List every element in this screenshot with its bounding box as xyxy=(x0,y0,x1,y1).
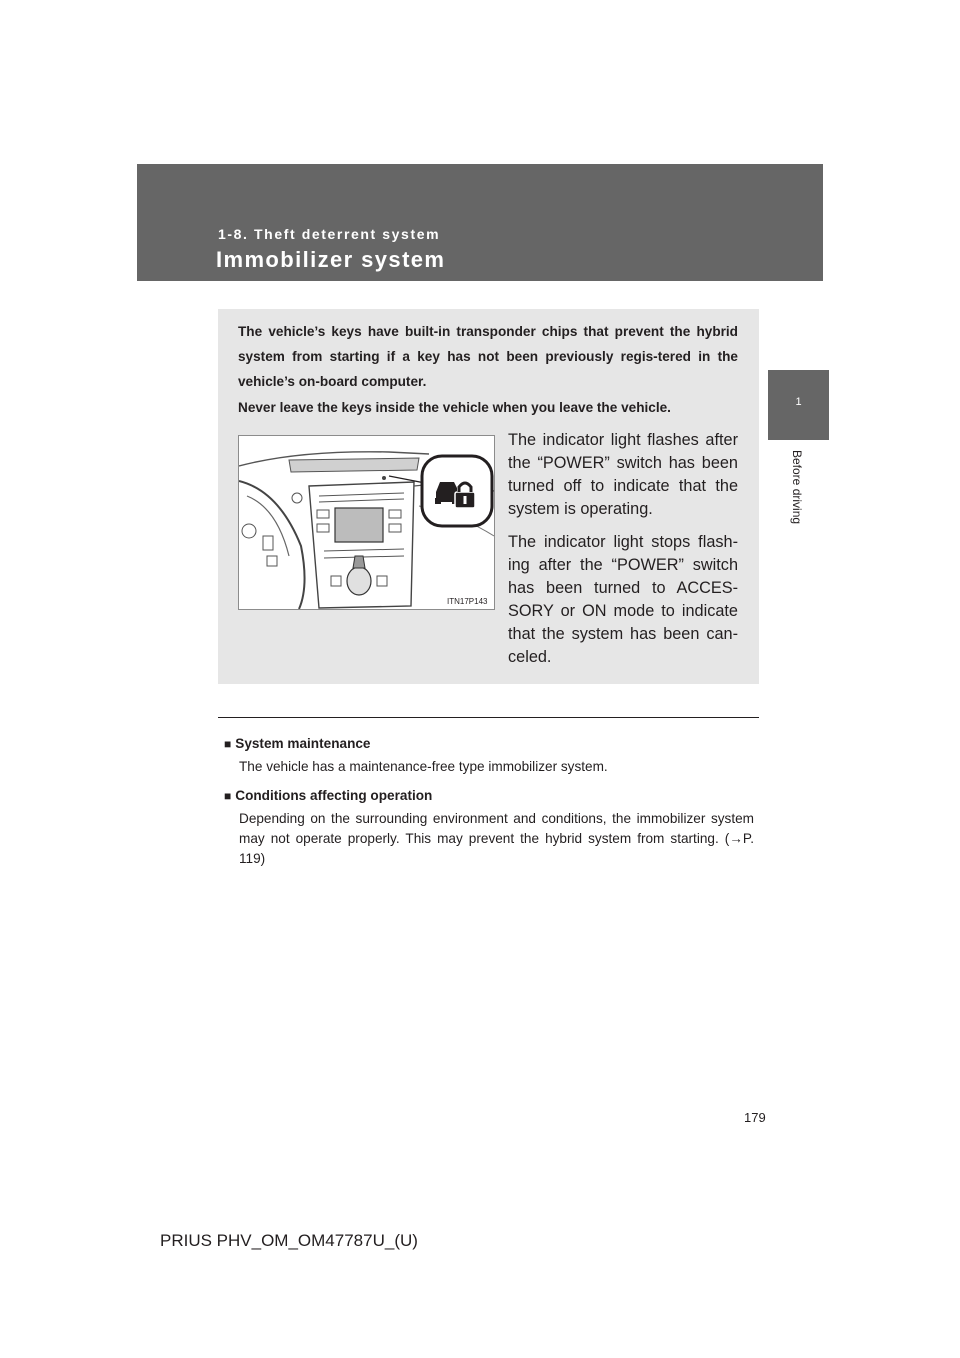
note-heading-text: Conditions affecting operation xyxy=(235,788,433,803)
chapter-tab[interactable] xyxy=(768,370,829,440)
caption-flashing: The indicator light flashes after the “POWER” switch has been turned off to indicate that the system is operating. xyxy=(508,431,738,518)
section-label: 1-8. Theft deterrent system xyxy=(218,226,441,242)
chapter-number: 1 xyxy=(795,396,802,408)
chapter-label: Before driving xyxy=(790,450,804,525)
figure-code: ITN17P143 xyxy=(447,597,488,606)
intro-box xyxy=(218,309,759,684)
note-heading-text: System maintenance xyxy=(235,736,371,751)
square-bullet-icon: ■ xyxy=(224,789,232,803)
note-body: The vehicle has a maintenance-free type immobilizer system. xyxy=(239,759,608,774)
page-title: Immobilizer system xyxy=(216,247,446,272)
note-heading xyxy=(224,786,754,806)
intro-paragraph: The vehicle’s keys have built-in transponder chips that prevent the hybrid system from starting if a key has not been previously regis-tered in the vehicle’s on-board computer. xyxy=(238,324,738,389)
caption-stops: The indicator light stops flash-ing after the “POWER” switch has been turned to ACCES-SORY or ON mode to indicate that the system has been can-celed. xyxy=(508,533,738,666)
note-heading xyxy=(224,734,754,754)
footer-code: PRIUS PHV_OM_OM47787U_(U) xyxy=(160,1231,418,1250)
figure-caption xyxy=(508,429,738,679)
note-body: Depending on the surrounding environment and conditions, the immobilizer system may not operate properly. This may prevent the hybrid system from starting. (→P. 119) xyxy=(239,811,754,866)
page-number: 179 xyxy=(744,1110,766,1125)
notes-section xyxy=(224,734,754,878)
warning-paragraph: Never leave the keys inside the vehicle when you leave the vehicle. xyxy=(238,400,671,415)
square-bullet-icon: ■ xyxy=(224,737,232,751)
dashboard-illustration xyxy=(238,435,495,610)
divider xyxy=(218,717,759,718)
